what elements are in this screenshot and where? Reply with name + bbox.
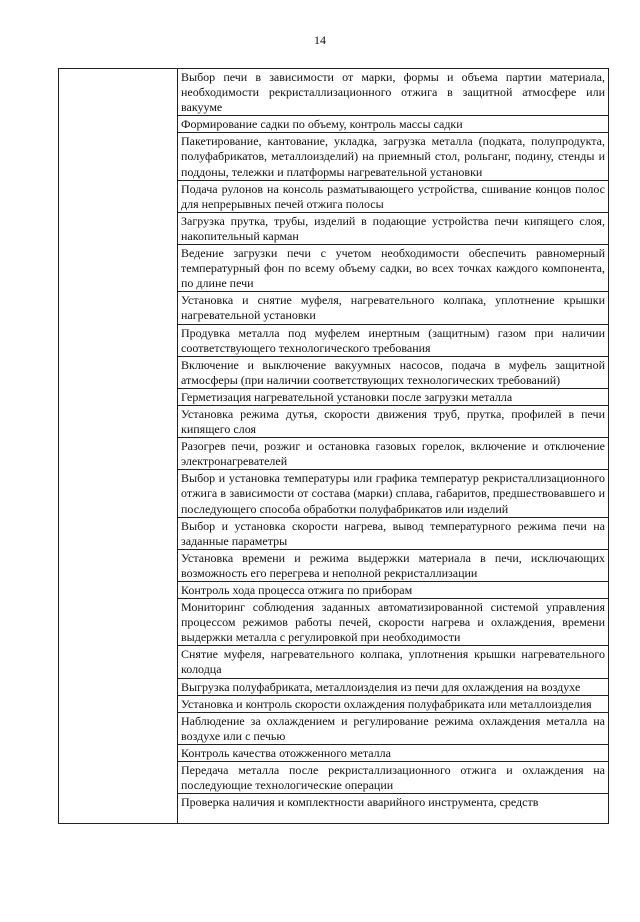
- table-cell: Контроль хода процесса отжига по приборам: [178, 582, 609, 599]
- empty-label-cell: [59, 69, 178, 824]
- table-cell: Пакетирование, кантование, укладка, загрузка металла (подката, полупродукта, полуфабрикатов, металлоизделий) на приемный стол, рольганг, подину, стенды и поддоны, тележки и платформы нагревательной установки: [178, 133, 609, 180]
- table-cell: Наблюдение за охлаждением и регулирование режима охлаждения металла на воздухе или с печью: [178, 712, 609, 744]
- table-cell: Установка времени и режима выдержки материала в печи, исключающих возможность его перегрева и неполной рекристаллизации: [178, 549, 609, 581]
- table-cell: Формирование садки по объему, контроль массы садки: [178, 116, 609, 133]
- table-cell: Снятие муфеля, нагревательного колпака, уплотнения крышки нагревательного колодца: [178, 646, 609, 678]
- table-cell: Подача рулонов на консоль разматывающего устройства, сшивание концов полос для непрерывных печей отжига полосы: [178, 180, 609, 212]
- table-cell: Продувка металла под муфелем инертным (защитным) газом при наличии соответствующего технологического требования: [178, 324, 609, 356]
- table-cell: Мониторинг соблюдения заданных автоматизированной системой управления процессом режимов работы печей, скорости нагрева и охлаждения, времени выдержки металла с регулировкой при необходимости: [178, 599, 609, 646]
- table-cell: Выбор и установка температуры или графика температур рекристаллизационного отжига в зависимости от состава (марки) сплава, габаритов, предшествовавшего и последующего способа обработки полуфабрикатов или изделий: [178, 470, 609, 517]
- table-cell: Передача металла после рекристаллизационного отжига и охлаждения на последующие технологические операции: [178, 762, 609, 794]
- table-cell: Выбор и установка скорости нагрева, вывод температурного режима печи на заданные параметры: [178, 517, 609, 549]
- table-cell: Герметизация нагревательной установки после загрузки металла: [178, 388, 609, 405]
- table-cell: Выгрузка полуфабриката, металлоизделия из печи для охлаждения на воздухе: [178, 678, 609, 695]
- table-cell: Установка и снятие муфеля, нагревательного колпака, уплотнение крышки нагревательной установки: [178, 292, 609, 324]
- table-cell: Ведение загрузки печи с учетом необходимости обеспечить равномерный температурный фон по всему объему садки, во всех точках каждого компонента, по длине печи: [178, 245, 609, 292]
- table-cell: Проверка наличия и комплектности аварийного инструмента, средств: [178, 794, 609, 824]
- table-cell: Загрузка прутка, трубы, изделий в подающие устройства печи кипящего слоя, накопительный карман: [178, 212, 609, 244]
- table-cell: Установка и контроль скорости охлаждения полуфабриката или металлоизделия: [178, 695, 609, 712]
- table-cell: Включение и выключение вакуумных насосов, подача в муфель защитной атмосферы (при наличии соответствующих технологических требований): [178, 356, 609, 388]
- table-row: [59, 69, 609, 116]
- table-cell: Контроль качества отожженного металла: [178, 744, 609, 761]
- table-cell: Разогрев печи, розжиг и остановка газовых горелок, включение и отключение электронагревателей: [178, 438, 609, 470]
- table-cell: Установка режима дутья, скорости движения труб, прутка, профилей в печи кипящего слоя: [178, 405, 609, 437]
- work-actions-table: [58, 68, 609, 824]
- page-number: 14: [314, 33, 326, 47]
- table-cell: Выбор печи в зависимости от марки, формы и объема партии материала, необходимости рекристаллизационного отжига в защитной атмосфере или вакууме: [178, 69, 609, 116]
